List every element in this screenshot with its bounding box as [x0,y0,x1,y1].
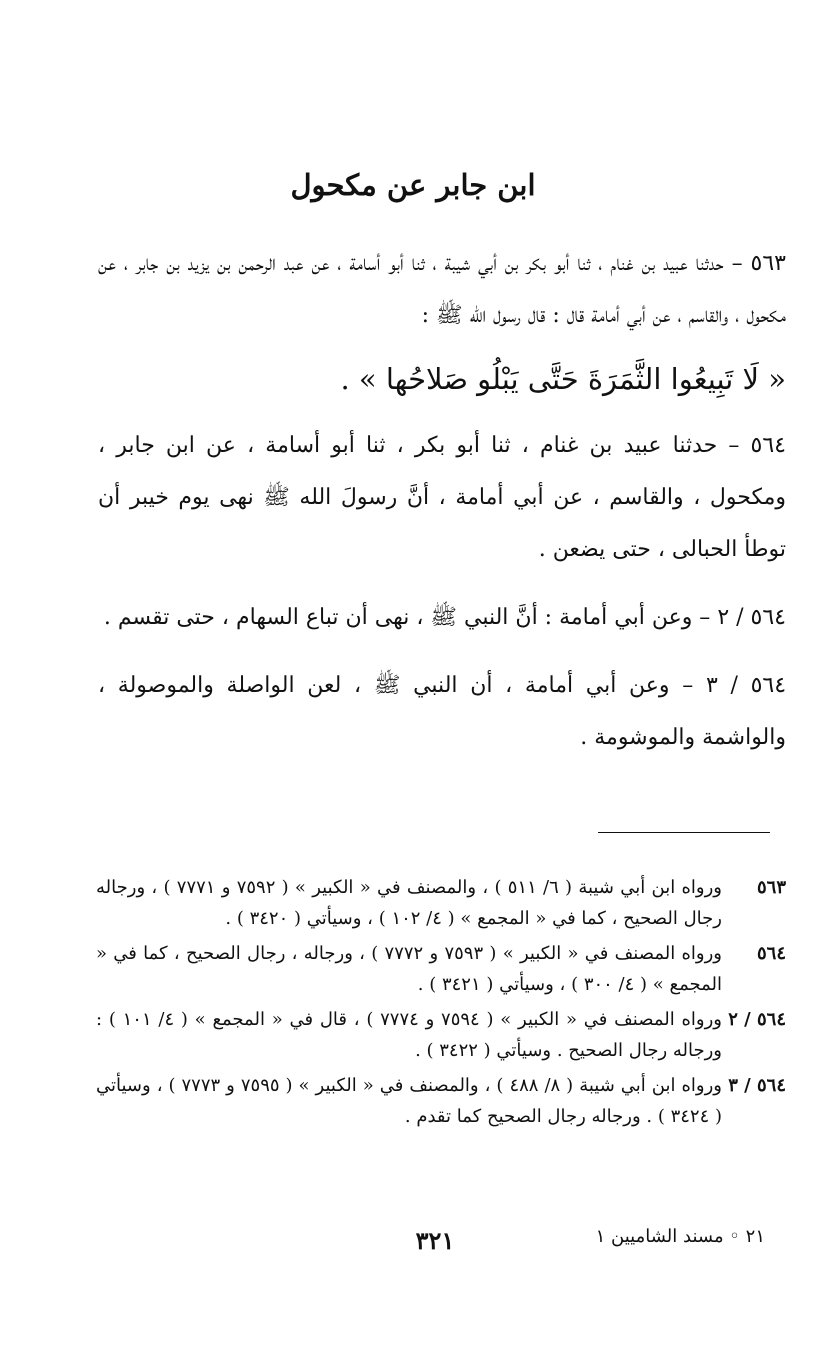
signature-mark: ٢١ ◦ مسند الشاميين ١ [595,1226,765,1247]
entry-563-hadith-text: « لَا تَبِيعُوا الثَّمَرَةَ حَتَّى يَبْلُو صَلاحُها » . [340,362,786,396]
spacer [98,644,786,660]
footnotes [96,872,786,1136]
footnote-number: ٥٦٤ / ٢ [728,1009,786,1030]
section-heading: ابن جابر عن مكحول [290,168,536,202]
footnote-text: ورواه ابن أبي شيبة ( ٨/ ٤٨٨ ) ، والمصنف في « الكبير » ( ٧٥٩٥ و ٧٧٧٣ ) ، وسيأتي ( ٣٤٢٤ ) . ورجاله رجال الصحيح كما تقدم . [96,1075,722,1127]
entry-564: ٥٦٤ – حدثنا عبيد بن غنام ، ثنا أبو بكر ، ثنا أبو أسامة ، عن ابن جابر ، ومكحول ، والقاسم ، عن أبي أمامة ، أنَّ رسولَ الله ﷺ نهى يوم خيبر أن توطأ الحبالى ، حتى يضعن . [98,433,786,562]
footnote-564 [96,938,786,1000]
footnote-number: ٥٦٤ [756,943,786,964]
hadith-body [98,238,786,764]
footnote-text: ورواه ابن أبي شيبة ( ٦/ ٥١١ ) ، والمصنف في « الكبير » ( ٧٥٩٢ و ٧٧٧١ ) ، ورجاله رجال الصحيح ، كما في « المجمع » ( ٤/ ١٠٢ ) ، وسيأتي ( ٣٤٢٠ ) . [96,877,722,929]
entry-564-2: ٥٦٤ / ٢ – وعن أبي أمامة : أنَّ النبي ﷺ ، نهى أن تباع السهام ، حتى تقسم . [103,605,786,630]
page-footer [0,1226,826,1266]
footnote-divider [598,832,770,833]
spacer [98,576,786,592]
entry-563: ٥٦٣ – حدثنا عبيد بن غنام ، ثنا أبو بكر بن أبي شيبة ، ثنا أبو أسامة ، عن عبد الرحمن بن يزيد بن جابر ، عن مكحول ، والقاسم ، عن أبي أمامة قال : قال رسول الله ﷺ : [98,251,786,328]
footnote-563 [96,872,786,934]
footnote-number: ٥٦٣ [756,877,786,898]
footnote-number: ٥٦٤ / ٣ [728,1075,786,1096]
footnote-text: ورواه المصنف في « الكبير » ( ٧٥٩٤ و ٧٧٧٤ ) ، قال في « المجمع » ( ٤/ ١٠١ ) : ورجاله رجال الصحيح . وسيأتي ( ٣٤٢٢ ) . [96,1009,722,1061]
footnote-564-2 [96,1004,786,1066]
footnote-564-3 [96,1070,786,1132]
entry-564-3: ٥٦٤ / ٣ – وعن أبي أمامة ، أن النبي ﷺ ، لعن الواصلة والموصولة ، والواشمة والموشومة . [98,673,787,750]
page-number: ٣٢١ [415,1226,455,1255]
footnote-text: ورواه المصنف في « الكبير » ( ٧٥٩٣ و ٧٧٧٢ ) ، ورجاله ، رجال الصحيح ، كما في « المجمع » ( ٤/ ٣٠٠ ) ، وسيأتي ( ٣٤٢١ ) . [96,943,722,995]
